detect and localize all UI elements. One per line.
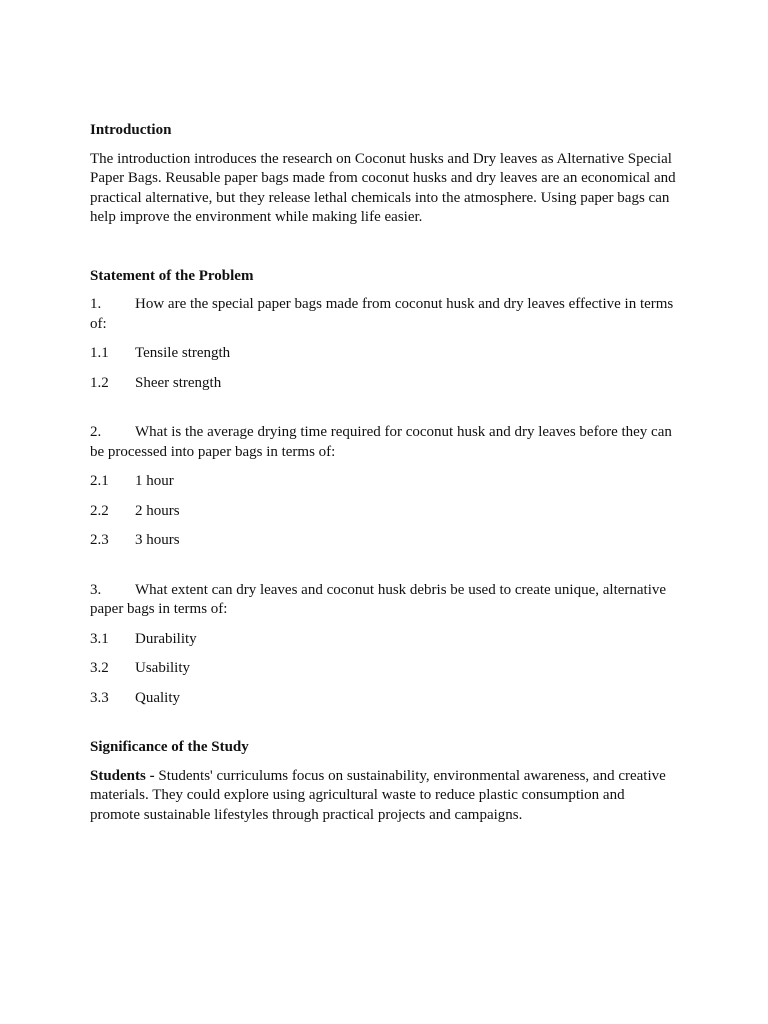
significance-heading: Significance of the Study — [90, 739, 249, 755]
spacer — [90, 718, 678, 738]
sub-item-number: 1.2 — [90, 374, 109, 391]
sub-item-text: Sheer strength — [135, 374, 222, 391]
sub-item — [90, 689, 678, 709]
sub-item-text: Durability — [135, 630, 197, 647]
problem-heading: Statement of the Problem — [90, 267, 254, 284]
sub-item-text: 3 hours — [135, 532, 180, 548]
sub-item-number: 2.3 — [90, 532, 109, 548]
sub-item-number: 3.3 — [90, 689, 109, 706]
sub-item — [90, 659, 678, 679]
sub-item-number: 2.1 — [90, 473, 109, 489]
spacer — [90, 403, 678, 423]
spacer — [90, 237, 678, 267]
students-paragraph — [90, 767, 678, 826]
question-number: 3. — [90, 581, 102, 598]
introduction-paragraph: The introduction introduces the research on Coconut husks and Dry leaves as Alternative Special Paper Bags. Reusable paper bags made from coconut husks and dry leaves are an economical and practical alternative, but they release lethal chemicals into the atmosphere. Using paper bags can help improve the environment while making life easier. — [90, 150, 676, 225]
question-1 — [90, 295, 678, 334]
sub-item-text: Tensile strength — [135, 345, 231, 361]
sub-item-number: 3.2 — [90, 660, 109, 676]
sub-item — [90, 502, 678, 522]
introduction-heading: Introduction — [90, 122, 172, 138]
sub-item-text: Quality — [135, 689, 180, 706]
sub-item — [90, 531, 678, 551]
sub-item — [90, 472, 678, 492]
question-text: What extent can dry leaves and coconut husk debris be used to create unique, alternative paper bags in terms of: — [90, 581, 667, 617]
sub-item — [90, 344, 678, 364]
students-text: Students' curriculums focus on sustainability, environmental awareness, and creative materials. They could explore using agricultural waste to reduce plastic consumption and promote sustainable lifestyles through practical projects and campaigns. — [90, 767, 666, 823]
spacer — [90, 561, 678, 581]
sub-item-text: Usability — [135, 660, 190, 676]
question-text: What is the average drying time required for coconut husk and dry leaves before they can be processed into paper bags in terms of: — [90, 424, 672, 460]
sub-item — [90, 374, 678, 394]
question-number: 2. — [90, 424, 102, 440]
question-number: 1. — [90, 296, 102, 312]
sub-item-text: 2 hours — [135, 502, 180, 519]
question-3 — [90, 581, 678, 620]
sub-item — [90, 630, 678, 650]
students-label: Students - — [90, 767, 155, 784]
question-2 — [90, 423, 678, 462]
question-text: How are the special paper bags made from coconut husk and dry leaves effective in terms of: — [90, 296, 674, 332]
sub-item-number: 3.1 — [90, 630, 109, 647]
sub-item-number: 2.2 — [90, 502, 109, 519]
sub-item-text: 1 hour — [135, 473, 174, 489]
sub-item-number: 1.1 — [90, 345, 109, 361]
